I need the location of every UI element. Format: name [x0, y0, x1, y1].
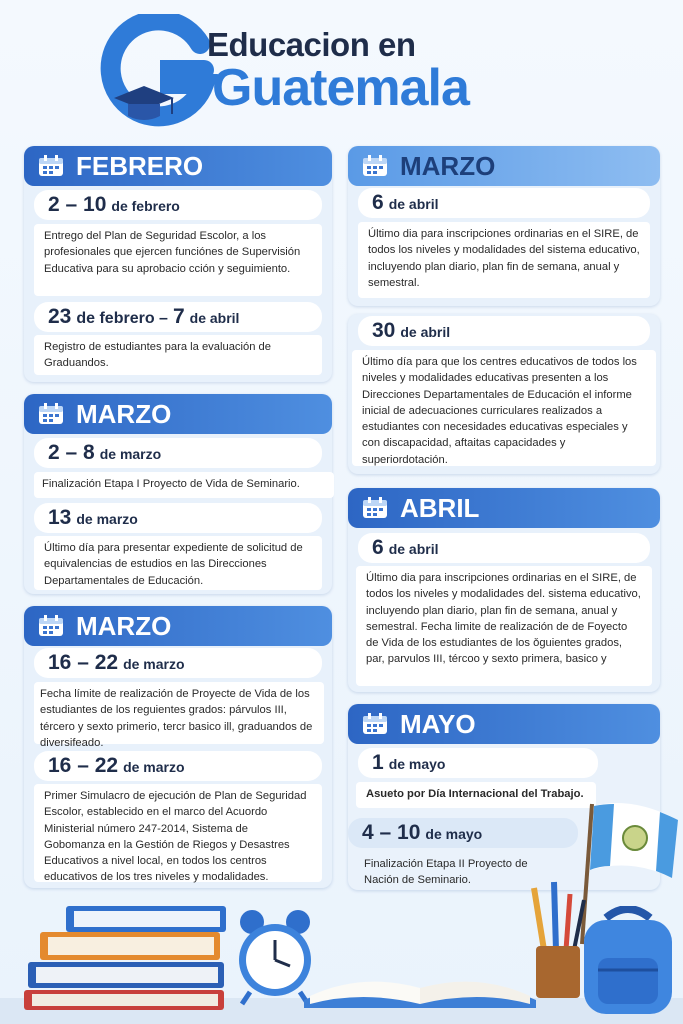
date-month: de marzo	[123, 759, 185, 775]
event-text: Registro de estudiantes para la evaluación de Graduandos.	[34, 335, 322, 375]
date-pill	[34, 648, 322, 678]
page-title-line1: Educacion en	[207, 26, 416, 63]
date-end-month: de abril	[189, 310, 240, 326]
event-text: Finalización Etapa II Proyecto de Nación de Seminario.	[364, 858, 528, 887]
calendar-icon	[38, 155, 64, 177]
event-text: Asueto por Día Internacional del Trabajo.	[356, 782, 596, 808]
date-pill	[358, 316, 650, 346]
date-start: 23	[48, 305, 72, 328]
open-book-icon	[300, 966, 540, 1010]
date-month: de abril	[388, 196, 439, 212]
event-text: Finalización Etapa I Proyecto de Vida de Seminario.	[34, 472, 334, 498]
date-start-month: de febrero –	[76, 310, 168, 327]
month-title: ABRIL	[400, 492, 480, 523]
date-pill	[34, 438, 322, 468]
month-header-mayo	[348, 704, 660, 744]
month-header-marzo	[24, 394, 332, 434]
event-text: Último dia para inscripciones ordinarias en el SIRE, de todos los niveles y modalidades del. sistema educativo, incluyendo plan diario, plan fin de semana, anual y semestral. Fecha limite de realización de de Foyecto de Vida de los estudiantes de los ǒguientes grados, par, parvulos III, tércoo y sexto primera, basico y	[356, 566, 652, 686]
month-title: FEBRERO	[76, 150, 204, 181]
date-month: de marzo	[99, 446, 162, 462]
date-day: 6	[372, 191, 384, 214]
books-icon	[22, 902, 232, 1012]
graduation-g-logo-icon	[100, 14, 218, 132]
date-range: 2 – 8	[48, 441, 95, 464]
date-pill	[358, 533, 650, 563]
date-pill	[358, 748, 598, 778]
date-pill	[34, 190, 322, 220]
month-header-abril	[348, 488, 660, 528]
event-text: Último día para presentar expediente de solicitud de equivalencias de estudios en las Direcciones Departamentales de Educación.	[34, 536, 322, 590]
date-end: 7	[172, 305, 185, 328]
date-month: de abril	[388, 541, 439, 557]
event-text: Entrego del Plan de Seguridad Escolor, a los profesionales que ejercen funciónes de Supervisión Educativa para su aprobacio cción y seguimiento.	[34, 224, 322, 296]
date-month: de abril	[400, 324, 451, 340]
header	[0, 0, 683, 140]
date-day: 13	[48, 506, 72, 529]
month-title: MAYO	[400, 708, 476, 739]
date-month: de mayo	[425, 826, 483, 842]
month-title: MARZO	[76, 398, 172, 429]
date-month: de marzo	[123, 656, 185, 672]
month-title: MARZO	[76, 610, 172, 641]
date-month: de mayo	[388, 756, 446, 772]
month-header-febrero	[24, 146, 332, 186]
event-text: Fecha límite de realización de Proyecte de Vida de los estudiantes de los reguientes grados: párvulos III, tércero y sexto primerio, tercr basico ill, graduandos de diversifeado.	[34, 682, 324, 744]
calendar-icon	[362, 155, 388, 177]
date-pill	[358, 188, 650, 218]
date-range: 2 – 10	[48, 193, 107, 216]
date-day: 1	[372, 751, 384, 774]
date-range: 16 – 22	[48, 651, 119, 674]
date-range: 4 – 10	[362, 821, 421, 844]
calendar-icon	[362, 497, 388, 519]
date-range: 16 – 22	[48, 754, 119, 777]
date-pill	[348, 818, 578, 848]
event-text: Último dia para inscripciones ordinarias en el SIRE, de todos los niveles y modalidades del sistema educativo, incluyendo plan diario, plan fin de semana, anual y semestral.	[358, 222, 650, 298]
calendar-icon	[362, 713, 388, 735]
event-text: Último día para que los centres educativos de todos los niveles y modalidades educativas presenten a los Direcciones Departamentales de Educación el informe inicial de adecuaciones curriculares realizados a estudiantes con necesidades educativas especiales y con discapacidad, aftaitas capacidades y superiordotación.	[352, 350, 656, 466]
date-pill	[34, 751, 322, 781]
event-text: Primer Simulacro de ejecución de Plan de Seguridad Escolor, establecido en el marco del Acuordo Ministerial número 247-2014, Sistema de Gobomanza en la Gestión de Riegos y Desastres Educativos a nivel local, en todos los centros educativos de los tres niveles y modalidades.	[34, 784, 322, 882]
calendar-icon	[38, 615, 64, 637]
page-title-line2: Guatemala	[212, 59, 469, 117]
backpack-icon	[576, 906, 680, 1018]
date-day: 30	[372, 319, 396, 342]
month-title: MARZO	[400, 150, 496, 181]
month-header-marzo	[348, 146, 660, 186]
date-pill	[34, 503, 322, 533]
date-pill	[34, 302, 322, 332]
date-month: de febrero	[111, 198, 180, 214]
date-day: 6	[372, 536, 384, 559]
date-month: de marzo	[76, 511, 138, 527]
month-header-marzo	[24, 606, 332, 646]
calendar-icon	[38, 403, 64, 425]
